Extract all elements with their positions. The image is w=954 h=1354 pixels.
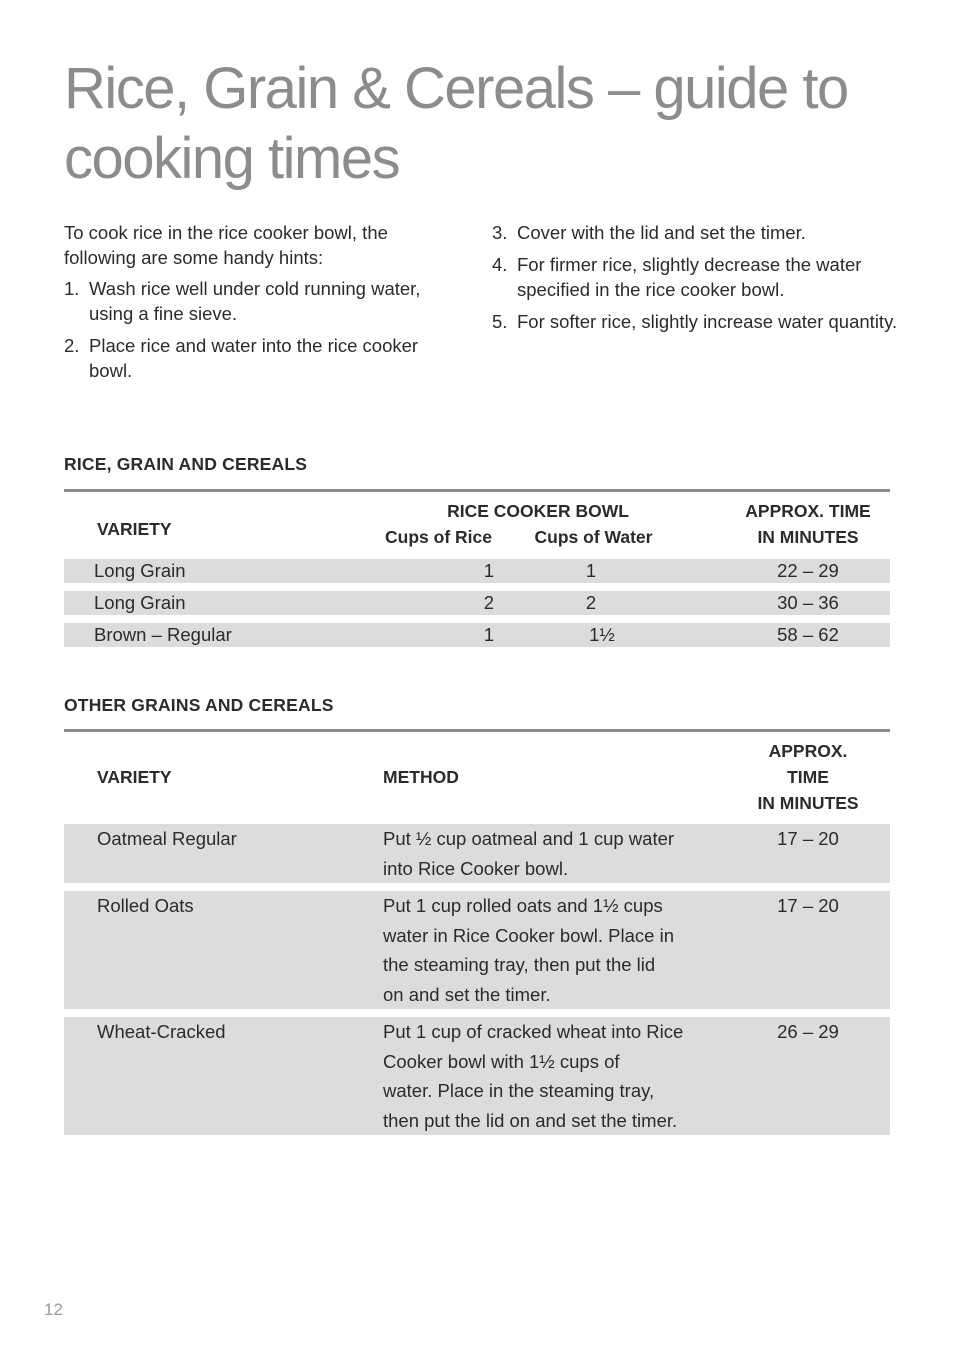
method-cell (382, 1017, 750, 1135)
method-line: then put the lid on and set the timer. (383, 1109, 678, 1131)
variety-cell: Long Grain (64, 591, 350, 615)
hint-number: 3. (492, 222, 508, 243)
header-cups-of-water: Cups of Water (534, 527, 653, 547)
header-cups-of-rice: Cups of Rice (385, 527, 492, 547)
table-row (64, 1017, 890, 1135)
method-line: Put 1 cup of cracked wheat into Rice (383, 1021, 684, 1042)
header-time-line2: IN MINUTES (757, 527, 859, 547)
water-cups-cell: 1 (508, 559, 726, 583)
other-grains-table (64, 729, 890, 1135)
method-line: Cooker bowl with 1½ cups of (383, 1050, 620, 1072)
variety-cell: Brown – Regular (64, 623, 350, 647)
rice-cooking-table (64, 489, 890, 647)
time-cell: 22 – 29 (726, 559, 890, 583)
header-variety: VARIETY (97, 767, 172, 787)
hint-item (64, 333, 454, 383)
hint-number: 5. (492, 311, 508, 332)
hint-item (64, 276, 454, 326)
variety-cell: Oatmeal Regular (64, 824, 382, 883)
variety-cell: Rolled Oats (64, 891, 382, 1009)
rice-cups-cell: 2 (350, 591, 508, 615)
hint-text: For softer rice, slightly increase water quantity. (517, 311, 898, 332)
method-line: on and set the timer. (383, 983, 551, 1005)
hint-item (492, 309, 902, 334)
time-cell: 30 – 36 (726, 591, 890, 615)
table-row (64, 824, 890, 883)
header-time-line1: APPROX. TIME (745, 501, 871, 521)
method-cell (382, 891, 750, 1009)
rice-cups-cell: 1 (350, 559, 508, 583)
hints-list-part-1 (64, 276, 454, 383)
header-variety: VARIETY (97, 518, 172, 539)
header-method: METHOD (383, 767, 459, 787)
method-line: the steaming tray, then put the lid (383, 954, 656, 975)
water-cups-cell: 1½ (508, 623, 726, 647)
other-section-heading: OTHER GRAINS AND CEREALS (64, 695, 334, 715)
hint-text: Place rice and water into the rice cooker bowl. (89, 335, 419, 381)
method-line: water. Place in the steaming tray, (383, 1080, 655, 1101)
intro-lead: To cook rice in the rice cooker bowl, the following are some handy hints: (64, 222, 388, 268)
rice-cups-cell: 1 (350, 623, 508, 647)
method-cell (382, 824, 750, 883)
table-row (64, 623, 890, 647)
hint-number: 1. (64, 278, 80, 299)
table-row (64, 559, 890, 583)
hint-item (492, 252, 902, 302)
hint-number: 2. (64, 335, 80, 356)
variety-cell: Wheat-Cracked (64, 1017, 382, 1135)
intro-left-column (64, 220, 454, 390)
method-line: into Rice Cooker bowl. (383, 857, 569, 879)
intro-right-column (492, 220, 902, 341)
water-cups-cell: 2 (508, 591, 726, 615)
page-title: Rice, Grain & Cereals – guide to cooking times (64, 56, 848, 191)
variety-cell: Long Grain (64, 559, 350, 583)
time-cell: 17 – 20 (750, 891, 890, 1009)
time-cell: 58 – 62 (726, 623, 890, 647)
hint-text: Cover with the lid and set the timer. (517, 222, 806, 243)
hint-item (492, 220, 902, 245)
method-line: Put 1 cup rolled oats and 1½ cups (383, 895, 663, 916)
table-row (64, 891, 890, 1009)
hint-text: Wash rice well under cold running water, using a fine sieve. (89, 278, 421, 324)
rice-section-heading: RICE, GRAIN AND CEREALS (64, 454, 308, 474)
table-row (64, 591, 890, 615)
method-line: Put ½ cup oatmeal and 1 cup water (383, 828, 675, 849)
hints-list-part-2 (492, 220, 902, 334)
method-line: water in Rice Cooker bowl. Place in (383, 924, 674, 946)
header-time (750, 732, 890, 824)
time-cell: 26 – 29 (750, 1017, 890, 1135)
hint-text: For firmer rice, slightly decrease the water specified in the rice cooker bowl. (517, 254, 862, 300)
hint-number: 4. (492, 254, 508, 275)
header-time-line2: IN MINUTES (757, 793, 859, 813)
time-cell: 17 – 20 (750, 824, 890, 883)
header-rice-cooker-bowl: RICE COOKER BOWL (447, 501, 629, 521)
page-number: 12 (44, 1300, 63, 1319)
header-time-line1: APPROX. TIME (768, 741, 848, 787)
